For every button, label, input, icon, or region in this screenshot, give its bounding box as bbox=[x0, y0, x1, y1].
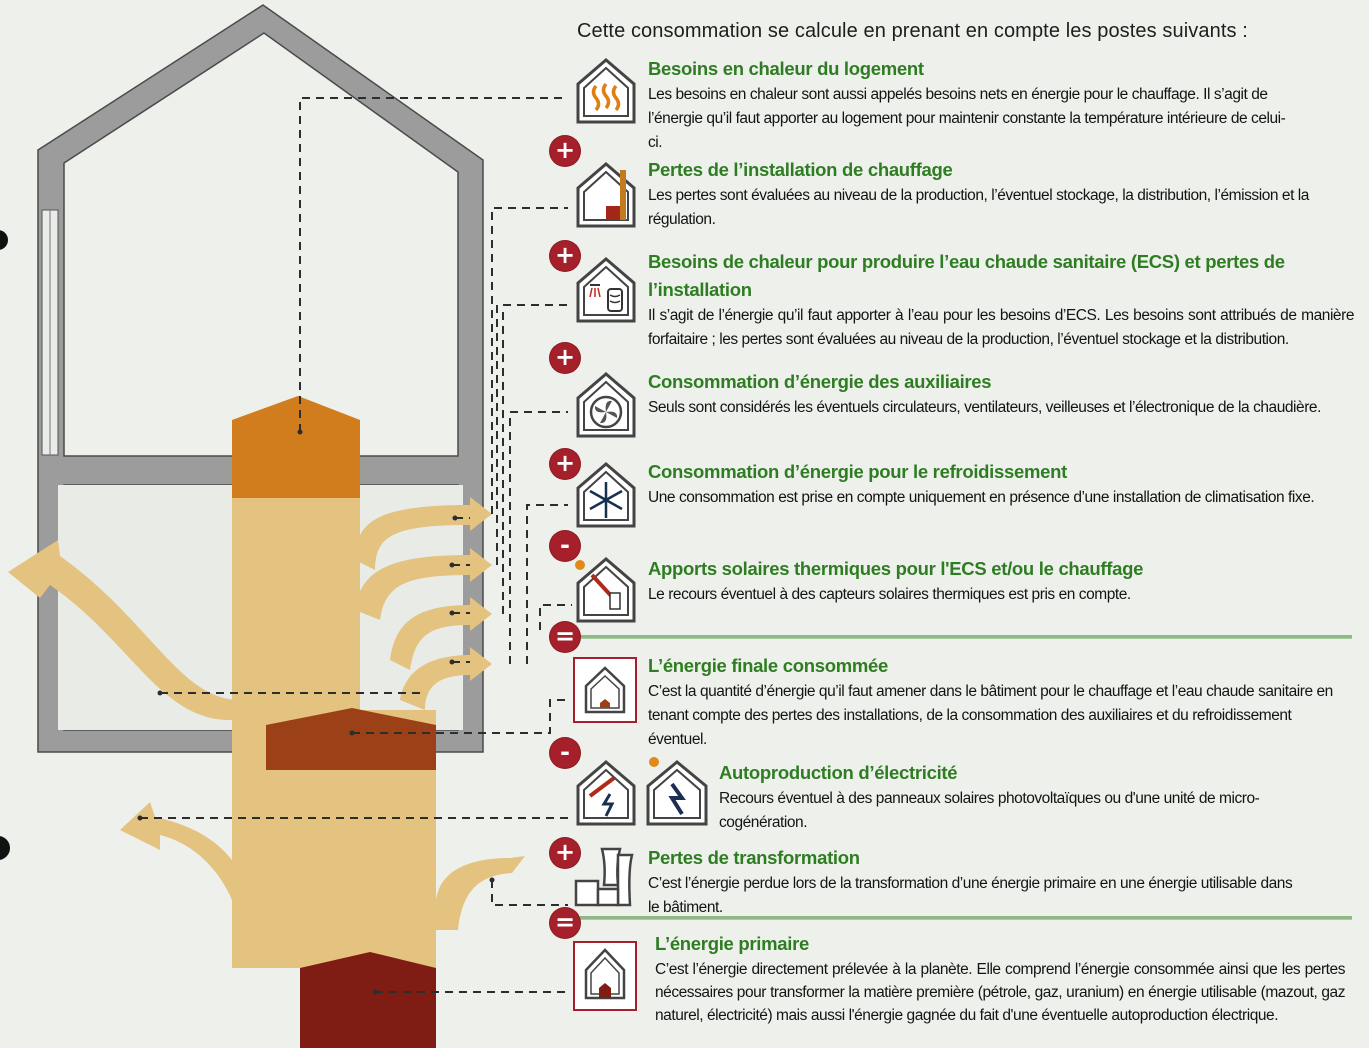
item-title: Pertes de transformation bbox=[648, 847, 860, 868]
separator-line bbox=[580, 635, 1352, 639]
transformation-loss-arrow bbox=[436, 856, 525, 930]
item-title: Pertes de l’installation de chauffage bbox=[648, 159, 953, 180]
item-primary-energy bbox=[655, 930, 1345, 1027]
item-heat-needs bbox=[648, 55, 1348, 155]
item-title: L’énergie primaire bbox=[655, 933, 809, 954]
house-boiler-icon bbox=[574, 160, 638, 230]
item-title: Consommation d’énergie des auxiliaires bbox=[648, 371, 992, 392]
item-final-energy bbox=[648, 652, 1354, 752]
house-snowflake-icon bbox=[574, 460, 638, 530]
item-description: Seuls sont considérés les éventuels circulateurs, ventilateurs, veilleuses et l’électronique de la chaudière. bbox=[648, 399, 1321, 416]
operator-minus: - bbox=[550, 738, 580, 768]
house-fan-icon bbox=[574, 370, 638, 440]
operator-plus: + bbox=[550, 343, 580, 373]
primary-energy-block bbox=[300, 952, 436, 1048]
operator-plus: + bbox=[550, 241, 580, 271]
item-title: L’énergie finale consommée bbox=[648, 655, 888, 676]
item-cooling bbox=[648, 458, 1354, 510]
house-photovoltaic-icon bbox=[574, 758, 638, 828]
item-description: C’est l’énergie directement prélevée à la planète. Elle comprend l’énergie consommée ainsi que les pertes nécessaires pour transformer la matière première (pétrole, gaz, uranium) en énergie utilisable (mazout, gaz naturel, électricité) mais aussi l'énergie gagnée du fait d'une éventuelle autoproduction électrique. bbox=[655, 961, 1345, 1024]
binder-hole bbox=[0, 836, 10, 860]
item-title: Apports solaires thermiques pour l'ECS et/ou le chauffage bbox=[648, 558, 1144, 579]
item-description: C’est l’énergie perdue lors de la transformation d’une énergie primaire en une énergie utilisable dans le bâtiment. bbox=[648, 875, 1293, 916]
power-plant-icon bbox=[572, 845, 640, 909]
house-micro-cogeneration-icon bbox=[642, 752, 712, 828]
heat-need-block bbox=[232, 396, 360, 498]
item-heating-losses bbox=[648, 156, 1348, 232]
house-shower-tank-icon bbox=[574, 255, 638, 325]
item-description: Le recours éventuel à des capteurs solaires thermiques est pris en compte. bbox=[648, 586, 1131, 603]
binder-hole bbox=[0, 230, 8, 250]
item-description: Une consommation est prise en compte uniquement en présence d’une installation de climatisation fixe. bbox=[648, 489, 1315, 506]
item-transformation-losses bbox=[648, 844, 1308, 920]
item-description: Les pertes sont évaluées au niveau de la production, l’éventuel stockage, la distribution, l’émission et la régulation. bbox=[648, 187, 1309, 228]
item-title: Consommation d’énergie pour le refroidissement bbox=[648, 461, 1067, 482]
operator-plus: + bbox=[550, 449, 580, 479]
operator-equals: = bbox=[550, 908, 580, 938]
house-final-energy-icon bbox=[572, 656, 638, 724]
operator-plus: + bbox=[550, 838, 580, 868]
house-heat-waves-icon bbox=[574, 56, 638, 126]
item-self-production bbox=[719, 759, 1319, 835]
item-auxiliaries bbox=[648, 368, 1354, 420]
operator-equals: = bbox=[550, 622, 580, 652]
item-dhw-needs bbox=[648, 248, 1354, 352]
item-description: Il s’agit de l’énergie qu’il faut apporter à l’eau pour les besoins d’ECS. Les besoins sont attribués de manière forfaitaire ; les pertes sont évaluées au niveau de la production, l’éventuel stockage et la distribution. bbox=[648, 307, 1354, 348]
operator-minus: - bbox=[550, 531, 580, 561]
item-title: Besoins en chaleur du logement bbox=[648, 58, 924, 79]
item-solar-thermal bbox=[648, 555, 1354, 607]
operator-plus: + bbox=[550, 136, 580, 166]
item-description: Recours éventuel à des panneaux solaires photovoltaïques ou d'une unité de micro-cogénération. bbox=[719, 790, 1260, 831]
house-solar-thermal-icon bbox=[568, 553, 640, 625]
intro-text: Cette consommation se calcule en prenant en compte les postes suivants : bbox=[577, 20, 1248, 42]
house-primary-energy-icon bbox=[572, 940, 638, 1012]
item-description: Les besoins en chaleur sont aussi appelés besoins nets en énergie pour le chauffage. Il s’agit de l’énergie qu’il faut apporter au logement pour maintenir constante la température intérieure de celui-ci. bbox=[648, 86, 1286, 151]
item-description: C’est la quantité d’énergie qu’il faut amener dans le bâtiment pour le chauffage et l’eau chaude sanitaire en tenant compte des pertes des installations, de la consommation des auxiliaires et du refroidissement éventuel. bbox=[648, 683, 1333, 748]
item-title: Autoproduction d’électricité bbox=[719, 762, 958, 783]
item-title: Besoins de chaleur pour produire l’eau chaude sanitaire (ECS) et pertes de l’installation bbox=[648, 251, 1285, 300]
